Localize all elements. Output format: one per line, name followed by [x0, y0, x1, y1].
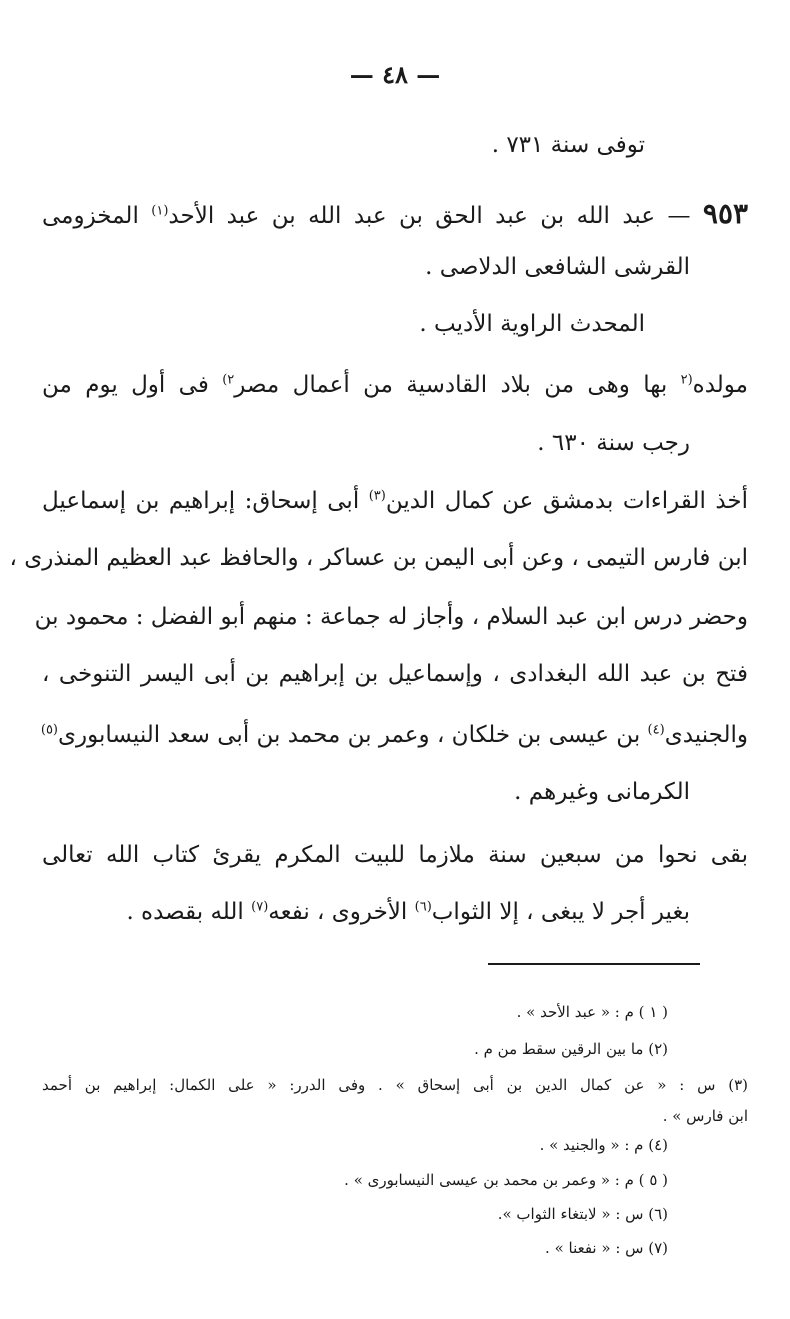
studies-text-end: أبى إسحاق: إبراهيم بن إسماعيل — [42, 488, 360, 514]
text-line-12: الكرمانى وغيرهم . — [514, 779, 690, 805]
studies-text: أخذ القراءات بدمشق عن كمال الدين — [385, 488, 749, 514]
footnote-ref-2a: (٢ — [680, 372, 693, 388]
text-line-14 — [126, 895, 690, 929]
teachers-text: بن عيسى بن خلكان ، وعمر بن محمد بن أبى سعد النيسابورى — [58, 722, 641, 748]
text-line-5 — [42, 368, 748, 402]
footnote-6: (٦) س : « لابتغاء الثواب ». — [497, 1205, 668, 1223]
birth-place: بها وهى من بلاد القادسية من أعمال مصر — [234, 372, 668, 398]
footnote-ref-6: (٦) — [414, 899, 432, 915]
reward-text: بغير أجر لا يبغى ، إلا الثواب — [431, 899, 690, 925]
text-line-8: ابن فارس التيمى ، وعن أبى اليمن بن عساكر ، والحافظ عبد العظيم المنذرى ، — [9, 545, 748, 571]
footnote-ref-5: (٥) — [40, 722, 58, 738]
footnote-ref-7: (٧) — [251, 899, 269, 915]
entry-number: ٩٥٣ — [702, 197, 749, 230]
text-line-4: المحدث الراوية الأديب . — [419, 311, 645, 337]
text-line-1: توفى سنة ٧٣١ . — [491, 132, 645, 158]
entry-name-end: المخزومى — [42, 203, 139, 229]
footnote-ref-4: (٤) — [647, 722, 665, 738]
text-line-9: وحضر درس ابن عبد السلام ، وأجاز له جماعة : منهم أبو الفضل : محمود بن — [34, 604, 748, 630]
entry-header-line — [42, 197, 748, 233]
footnote-ref-3: (٣) — [368, 488, 386, 504]
text-line-11 — [42, 718, 748, 752]
footnote-2: (٢) ما بين الرقين سقط من م . — [474, 1040, 668, 1058]
footnote-3: (٣) س : « عن كمال الدين بن أبى إسحاق » . وفى الدرر: « على الكمال: إبراهيم بن أحمد — [42, 1076, 748, 1094]
footnote-3-cont: ابن فارس » . — [662, 1107, 748, 1125]
footnote-4: (٤) م : « والجنيد » . — [539, 1136, 668, 1154]
footnote-ref-1: (١) — [151, 203, 169, 219]
footnote-1: ( ١ ) م : « عبد الأحد » . — [516, 1003, 668, 1021]
text-line-7 — [42, 484, 748, 518]
birth-word: مولده — [692, 372, 749, 398]
text-line-6: رجب سنة ٦٣٠ . — [537, 430, 690, 456]
text-line-10: فتح بن عبد الله البغدادى ، وإسماعيل بن إبراهيم بن أبى اليسر التنوخى ، — [42, 661, 748, 687]
text-line-3: القرشى الشافعى الدلاصى . — [425, 254, 690, 280]
birth-date: فى أول يوم من — [42, 372, 209, 398]
junaydi-word: والجنيدى — [664, 722, 748, 748]
entry-dash: — — [667, 203, 691, 229]
reward-text-3: الله بقصده . — [126, 899, 244, 925]
entry-name: عبد الله بن عبد الحق بن عبد الله بن عبد الأحد — [168, 203, 656, 229]
footnote-7: (٧) س : « نفعنا » . — [545, 1239, 668, 1257]
text-line-13: بقى نحوا من سبعين سنة ملازما للبيت المكرم يقرئ كتاب الله تعالى — [42, 842, 748, 868]
footnote-ref-2b: ٢) — [222, 372, 235, 388]
footnote-5: ( ٥ ) م : « وعمر بن محمد بن عيسى النيسابورى » . — [344, 1171, 668, 1189]
footnote-separator — [488, 963, 700, 965]
page-number: — ٤٨ — — [349, 60, 441, 89]
reward-text-2: الأخروى ، نفعه — [268, 899, 408, 925]
